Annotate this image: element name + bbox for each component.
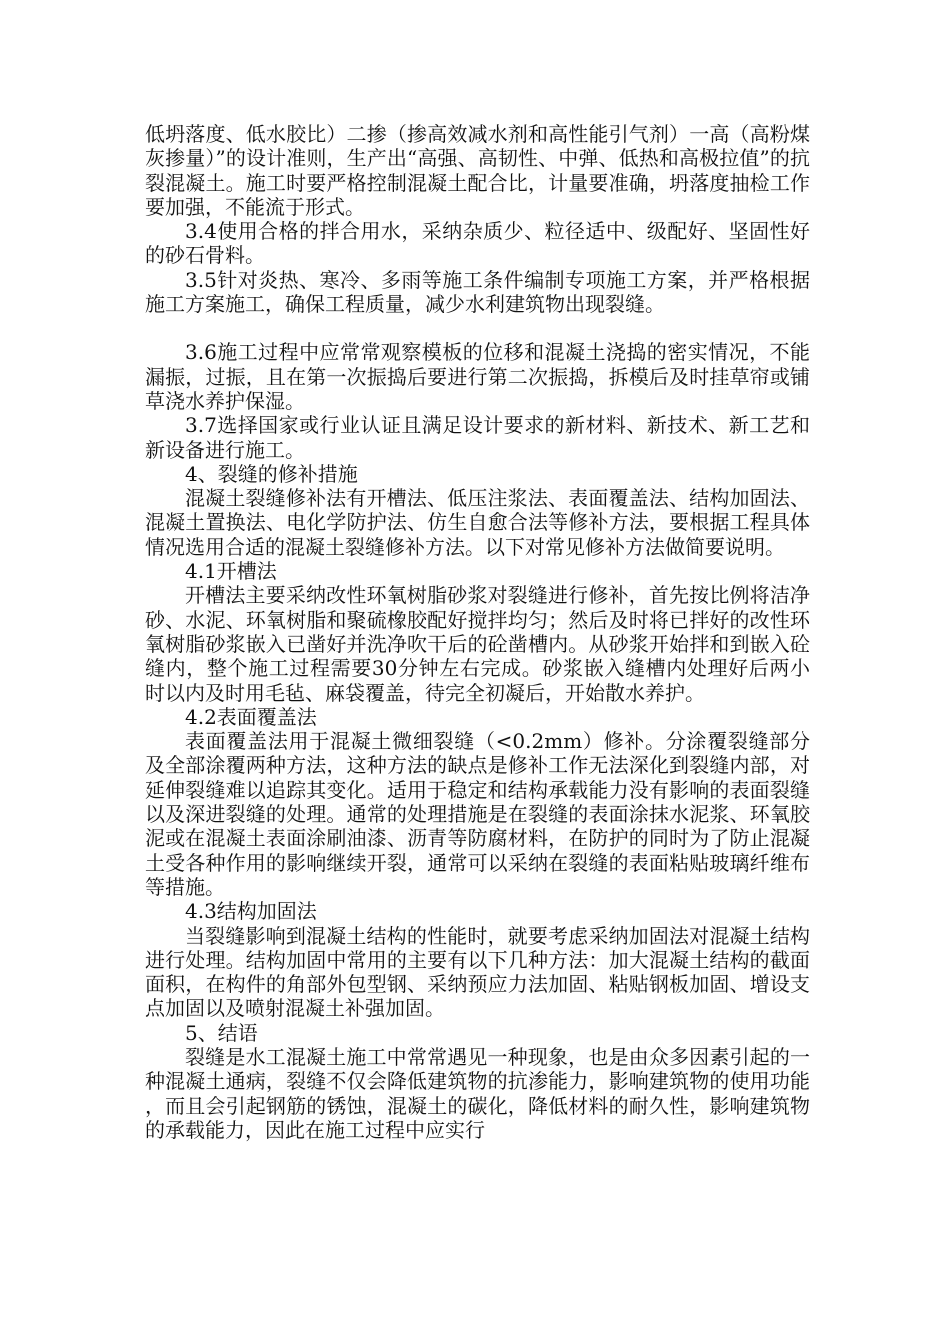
paragraph-structural-reinforcement: 当裂缝影响到混凝土结构的性能时，就要考虑采纳加固法对混凝土结构进行处理。结构加固中常用的主要有以下几种方法：加大混凝土结构的截面面积，在构件的角部外包型钢、采纳预应力法加固、粘贴钢板加固、增设支点加固以及喷射混凝土补强加固。: [145, 923, 810, 1021]
heading-4-1: 4.1开槽法: [185, 559, 277, 584]
paragraph-3-6: 3.6施工过程中应常常观察模板的位移和混凝土浇捣的密实情况，不能漏振，过振，且在第一次振捣后要进行第二次振捣，拆模后及时挂草帘或铺草浇水养护保湿。: [145, 340, 810, 413]
document-body: [145, 122, 810, 1142]
paragraph-grooving-method: 开槽法主要采纳改性环氧树脂砂浆对裂缝进行修补，首先按比例将洁净砂、水泥、环氧树脂和聚硫橡胶配好搅拌均匀；然后及时将已拌好的改性环氧树脂砂浆嵌入已凿好并洗净吹干后的砼凿槽内。从砂浆开始拌和到嵌入砼缝内，整个施工过程需要30分钟左右完成。砂浆嵌入缝槽内处理好后两小时以内及时用毛毡、麻袋覆盖，待完全初凝后，开始散水养护。: [145, 583, 810, 705]
heading-section-4: 4、裂缝的修补措施: [185, 461, 358, 486]
paragraph-3-5: 3.5针对炎热、寒冷、多雨等施工条件编制专项施工方案，并严格根据施工方案施工，确保工程质量，减少水利建筑物出现裂缝。: [145, 267, 810, 317]
paragraph-repair-methods-intro: 混凝土裂缝修补法有开槽法、低压注浆法、表面覆盖法、结构加固法、混凝土置换法、电化学防护法、仿生自愈合法等修补方法，要根据工程具体情况选用合适的混凝土裂缝修补方法。以下对常见修补方法做简要说明。: [145, 486, 810, 559]
paragraph-3-7: 3.7选择国家或行业认证且满足设计要求的新材料、新技术、新工艺和新设备进行施工。: [145, 413, 810, 462]
paragraph-conclusion: 裂缝是水工混凝土施工中常常遇见一种现象，也是由众多因素引起的一种混凝土通病，裂缝不仅会降低建筑物的抗渗能力，影响建筑物的使用功能，而且会引起钢筋的锈蚀，混凝土的碳化，降低材料的耐久性，影响建筑物的承载能力，因此在施工过程中应实行: [145, 1044, 810, 1142]
paragraph-continued-intro: 低坍落度、低水胶比）二掺（掺高效减水剂和高性能引气剂）一高（高粉煤灰掺量）”的设计准则，生产出“高强、高韧性、中弹、低热和高极拉值”的抗裂混凝土。施工时要严格控制混凝土配合比，计量要准确，坍落度抽检工作要加强，不能流于形式。: [145, 122, 810, 219]
heading-section-5: 5、结语: [185, 1020, 258, 1045]
heading-4-2: 4.2表面覆盖法: [185, 704, 317, 729]
paragraph-3-4: 3.4使用合格的拌合用水，采纳杂质少、粒径适中、级配好、坚固性好的砂石骨料。: [145, 219, 810, 268]
heading-4-3: 4.3结构加固法: [185, 899, 317, 924]
paragraph-surface-covering-method: 表面覆盖法用于混凝土微细裂缝（<0.2mm）修补。分涂覆裂缝部分及全部涂覆两种方法，这种方法的缺点是修补工作无法深化到裂缝内部，对延伸裂缝难以追踪其变化。适用于稳定和结构承载能力没有影响的表面裂缝以及深进裂缝的处理。通常的处理措施是在裂缝的表面涂抹水泥浆、环氧胶泥或在混凝土表面涂刷油漆、沥青等防腐材料，在防护的同时为了防止混凝土受各种作用的影响继续开裂，通常可以采纳在裂缝的表面粘贴玻璃纤维布等措施。: [145, 729, 810, 899]
blank-line: [145, 316, 810, 340]
